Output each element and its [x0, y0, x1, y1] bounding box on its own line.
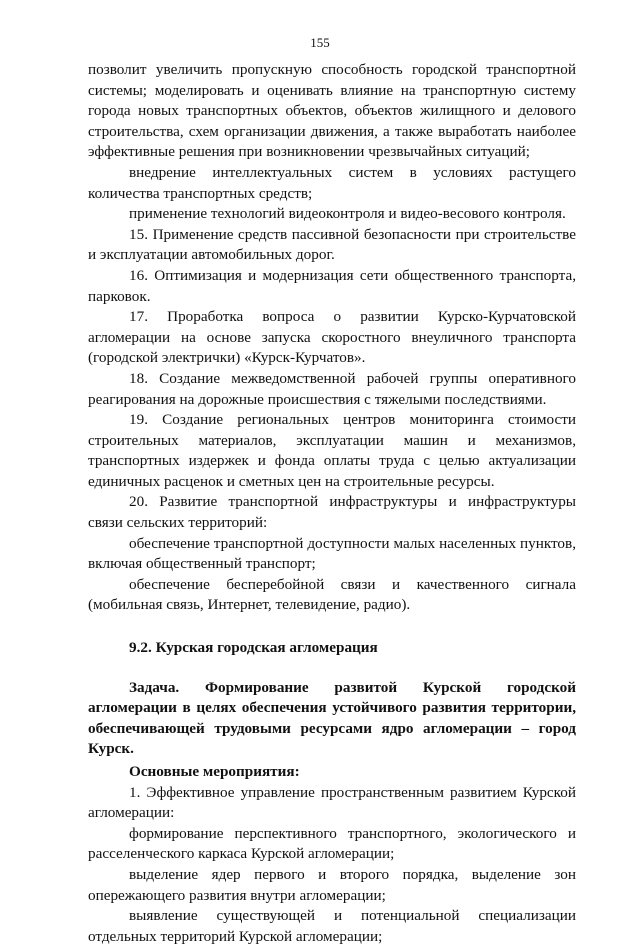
paragraph-item-18: 18. Создание межведомственной рабочей группы оперативного реагирования на дорожные происшествия с тяжелыми последствиями.: [88, 369, 576, 408]
paragraph-item-20: 20. Развитие транспортной инфраструктуры и инфраструктуры связи сельских территорий:: [88, 493, 576, 532]
paragraph-item-15: 15. Применение средств пассивной безопасности при строительстве и эксплуатации автомобильных дорог.: [88, 225, 576, 264]
paragraph-communication: обеспечение бесперебойной связи и качественного сигнала (мобильная связь, Интернет, телевидение, радио).: [88, 575, 576, 614]
measures-heading: Основные мероприятия:: [129, 763, 300, 780]
measure-item: формирование перспективного транспортного, экологического и расселенческого каркаса Курской агломерации;: [88, 824, 576, 863]
paragraph-item-19: 19. Создание региональных центров мониторинга стоимости строительных материалов, эксплуатации машин и механизмов, транспортных издержек и фонда оплаты труда с целью актуализации единичных расценок и сметных цен на строительные ресурсы.: [88, 411, 576, 490]
paragraph-video-control: применение технологий видеоконтроля и видео-весового контроля.: [129, 205, 566, 223]
paragraph-transport-access: обеспечение транспортной доступности малых населенных пунктов, включая общественный транспорт;: [88, 534, 576, 573]
paragraph-intelligent-systems: внедрение интеллектуальных систем в условиях растущего количества транспортных средств;: [88, 163, 576, 202]
task-paragraph: Задача. Формирование развитой Курской городской агломерации в целях обеспечения устойчивого развития территории, обеспечивающей трудовыми ресурсами ядро агломерации – город Курск.: [88, 678, 576, 758]
paragraph-continuation: позволит увеличить пропускную способность городской транспортной системы; моделировать и оценивать влияние на транспортную систему города новых транспортных объектов, объектов жилищного и делового строительства, схем организации движения, а также выработать наиболее эффективные решения при возникновении чрезвычайных ситуаций;: [88, 61, 576, 161]
measure-item: выявление существующей и потенциальной специализации отдельных территорий Курской агломерации;: [88, 907, 576, 945]
section-heading: 9.2. Курская городская агломерация: [129, 639, 378, 657]
measure-item: 1. Эффективное управление пространственным развитием Курской агломерации:: [88, 783, 576, 822]
document-body: [88, 60, 576, 947]
paragraph-item-16: 16. Оптимизация и модернизация сети общественного транспорта, парковок.: [88, 266, 576, 305]
paragraph-item-17: 17. Проработка вопроса о развитии Курско-Курчатовской агломерации на основе запуска скоростного внеуличного транспорта (городской электрички) «Курск-Курчатов».: [88, 308, 576, 367]
page-number: 155: [310, 35, 330, 50]
measure-item: выделение ядер первого и второго порядка, выделение зон опережающего развития внутри агломерации;: [88, 865, 576, 904]
